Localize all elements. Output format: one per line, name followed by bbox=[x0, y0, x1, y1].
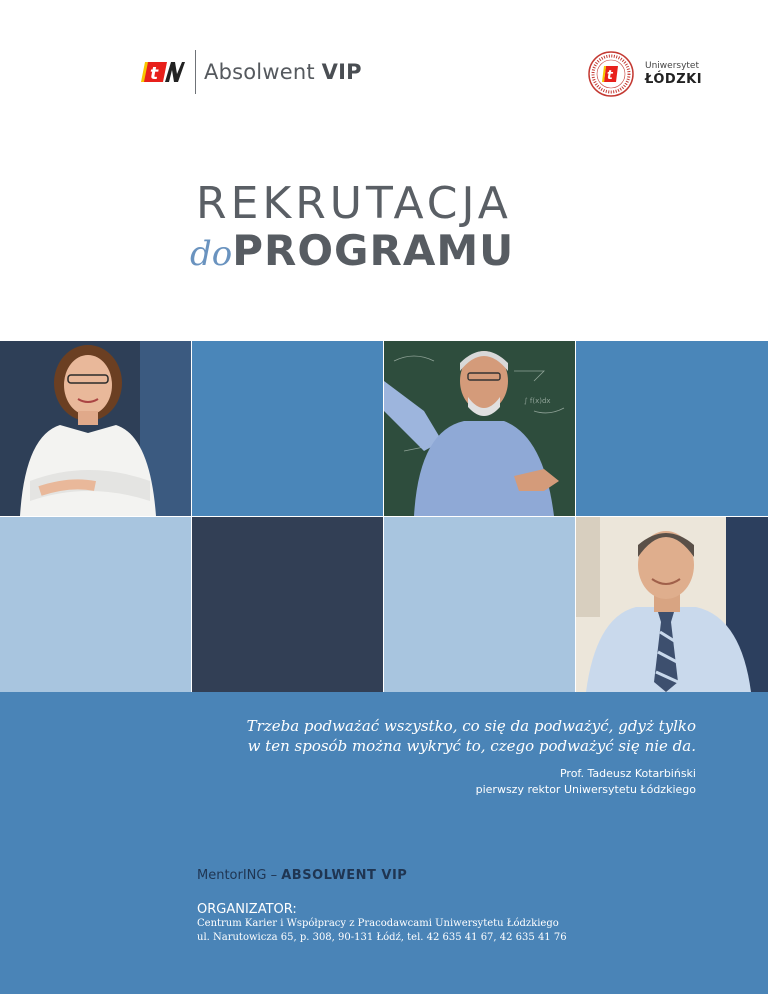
quote-line-1: Trzeba podważać wszystko, co się da podważyć, gdyż tylko bbox=[246, 717, 696, 735]
page-title-line1: REKRUTACJA bbox=[196, 178, 512, 229]
photo-professor bbox=[384, 341, 575, 516]
organizer-label: ORGANIZATOR: bbox=[197, 902, 297, 917]
title-prefix: do bbox=[190, 234, 233, 274]
svg-text:t: t bbox=[150, 64, 159, 84]
tav-logo-icon bbox=[141, 60, 185, 84]
university-label-big: ŁÓDZKI bbox=[645, 72, 703, 87]
quote-author bbox=[476, 766, 696, 798]
photo-woman bbox=[0, 341, 191, 516]
university-label-small: Uniwersytet bbox=[645, 61, 699, 71]
quote-author-name: Prof. Tadeusz Kotarbiński bbox=[559, 767, 696, 780]
tile-blue-right bbox=[576, 341, 768, 516]
organizer-address: ul. Narutowicza 65, p. 308, 90-131 Łódź, tel. 42 635 41 67, 42 635 41 76 bbox=[197, 932, 567, 943]
quote-line-2: w ten sposób można wykryć to, czego podważyć się nie da. bbox=[247, 737, 696, 755]
tile-light-blue-2 bbox=[384, 517, 575, 692]
svg-text:∫ f(x)dx: ∫ f(x)dx bbox=[524, 397, 551, 405]
mentoring-heading bbox=[197, 868, 407, 883]
university-seal-icon bbox=[587, 50, 635, 98]
quote-author-role: pierwszy rektor Uniwersytetu Łódzkiego bbox=[475, 783, 696, 796]
tile-light-blue bbox=[0, 517, 191, 692]
page-title-line2 bbox=[190, 226, 514, 275]
brand-logo bbox=[141, 50, 362, 94]
mentoring-prefix: MentorING – bbox=[197, 868, 282, 883]
photo-businessman bbox=[576, 517, 768, 692]
mentoring-strong: ABSOLWENT VIP bbox=[281, 868, 408, 883]
svg-text:t: t bbox=[607, 68, 613, 82]
brand-name: Absolwent VIP bbox=[204, 60, 362, 84]
title-main: PROGRAMU bbox=[232, 226, 515, 275]
university-logo bbox=[587, 50, 702, 98]
quote bbox=[247, 716, 696, 756]
tile-navy bbox=[192, 517, 383, 692]
brand-divider bbox=[195, 50, 196, 94]
organizer-name: Centrum Karier i Współpracy z Pracodawcami Uniwersytetu Łódzkiego bbox=[197, 918, 559, 929]
tile-blue bbox=[192, 341, 383, 516]
